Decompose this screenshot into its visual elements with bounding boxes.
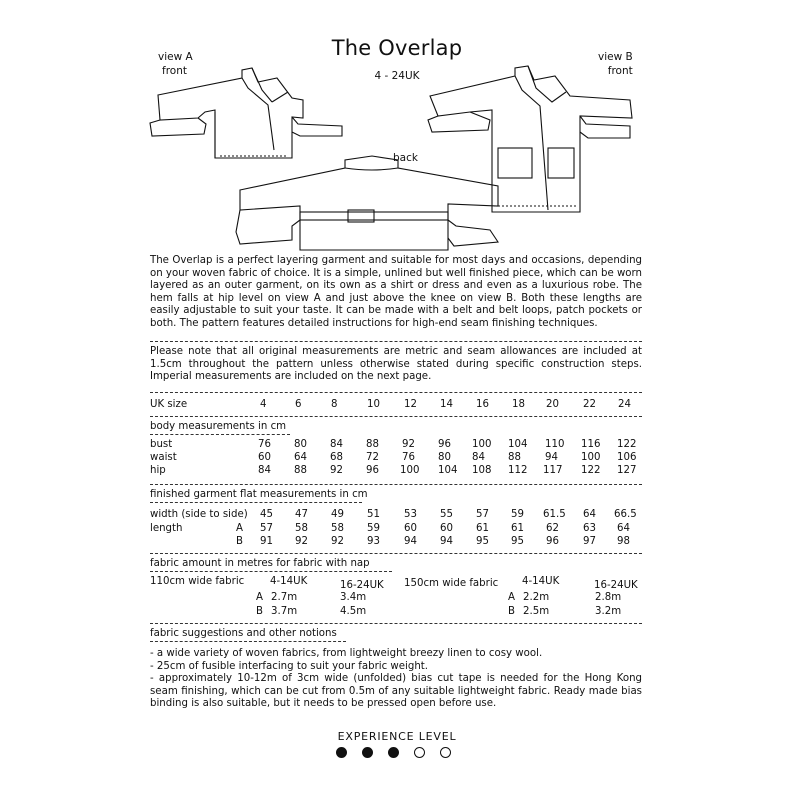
cell: 84 (330, 439, 343, 450)
heading-underline (150, 571, 392, 572)
cell: 66.5 (614, 509, 637, 520)
cell: 57 (476, 509, 489, 520)
cell: 104 (438, 465, 458, 476)
view-b-illustration (428, 66, 632, 212)
page-title: The Overlap (331, 36, 463, 60)
view-a-title: view A (158, 51, 193, 63)
cell: 98 (617, 536, 630, 547)
cell: 51 (367, 509, 380, 520)
cell: 92 (295, 536, 308, 547)
cell: 88 (366, 439, 379, 450)
cell: 92 (330, 465, 343, 476)
cell: 49 (331, 509, 344, 520)
cell: 2.2m (523, 592, 550, 603)
heading-underline (150, 434, 290, 435)
cell: 112 (508, 465, 528, 476)
col-header: 16-24UK (340, 580, 384, 591)
cell: 96 (438, 439, 451, 450)
empty-level-dot (440, 747, 451, 758)
size-cell: 8 (331, 399, 338, 410)
cell: 106 (617, 452, 637, 463)
cell: 122 (581, 465, 601, 476)
cell: 110 (545, 439, 565, 450)
fabric-amount-heading: fabric amount in metres for fabric with nap (150, 558, 370, 569)
cell: 61 (511, 522, 524, 534)
table-row (0, 509, 794, 523)
cell: 3.7m (271, 606, 298, 617)
size-cell: 22 (583, 399, 596, 410)
cell: 88 (508, 452, 521, 463)
cell: 64 (617, 522, 630, 534)
divider (150, 553, 642, 554)
cell: 80 (294, 439, 307, 450)
cell: 100 (400, 465, 420, 476)
cell: 100 (581, 452, 601, 463)
cell: 94 (545, 452, 558, 463)
view-b-front: front (607, 65, 633, 77)
table-row (0, 452, 794, 465)
cell: 95 (511, 536, 524, 547)
cell: 108 (472, 465, 492, 476)
view-label: B (256, 606, 263, 617)
measurement-note: Please note that all original measurements are metric and seam allowances are included at 1.5cm throughout the pattern unless otherwise stated during specific construction steps. Imperial measurements are included on the next page. (150, 346, 642, 383)
size-cell: 4 (260, 399, 267, 410)
list-item: - a wide variety of woven fabrics, from lightweight breezy linen to cosy wool. (150, 648, 543, 659)
col-header: 16-24UK (594, 580, 638, 591)
cell: 64 (583, 509, 596, 520)
cell: 76 (402, 452, 415, 463)
row-label: width (side to side) (150, 509, 248, 520)
view-a-illustration (150, 68, 342, 158)
cell: 58 (331, 522, 344, 534)
table-row (0, 523, 794, 537)
back-view-label: back (393, 152, 418, 164)
empty-level-dot (414, 747, 425, 758)
size-cell: 14 (440, 399, 453, 410)
cell: 93 (367, 536, 380, 547)
cell: 59 (367, 522, 380, 534)
cell: 60 (404, 522, 417, 534)
cell: 84 (258, 465, 271, 476)
description-paragraph: The Overlap is a perfect layering garment and suitable for most days and occasions, depending on your woven fabric of choice. It is a simple, unlined but well finished piece, which can be worn layered as an outer garment, on its own as a shirt or dress and even as a luxurious robe. The hem falls at hip level on view A and just above the knee on view B. Both these lengths are easily adjustable to suit your taste. It can be made with a belt and belt loops, patch pockets or both. The pattern features detailed instructions for high-end seam finishing techniques. (150, 255, 642, 329)
row-label: hip (150, 465, 166, 476)
cell: 84 (472, 452, 485, 463)
cell: 53 (404, 509, 417, 520)
cell: 59 (511, 509, 524, 520)
cell: 58 (295, 522, 308, 534)
row-label: waist (150, 452, 177, 463)
experience-level-label: EXPERIENCE LEVEL (337, 730, 457, 743)
cell: 57 (260, 522, 273, 534)
cell: 63 (583, 522, 596, 534)
view-label: A (256, 592, 263, 603)
divider (150, 341, 642, 342)
finished-measurements-heading: finished garment flat measurements in cm (150, 489, 368, 500)
cell: 92 (331, 536, 344, 547)
size-header-row (0, 399, 794, 413)
table-row (0, 465, 794, 478)
size-cell: 12 (404, 399, 417, 410)
cell: 62 (546, 522, 559, 534)
view-label: B (508, 606, 515, 617)
finished-table (0, 509, 794, 550)
cell: 117 (543, 465, 563, 476)
filled-level-dot (362, 747, 373, 758)
cell: 91 (260, 536, 273, 547)
divider (150, 416, 642, 417)
suggestions-list (150, 648, 642, 711)
cell: 100 (472, 439, 492, 450)
cell: 76 (258, 439, 271, 450)
cell: 47 (295, 509, 308, 520)
cell: 61 (476, 522, 489, 534)
table-row (0, 536, 794, 550)
cell: 2.8m (595, 592, 622, 603)
cell: 127 (617, 465, 637, 476)
cell: 95 (476, 536, 489, 547)
cell: 96 (366, 465, 379, 476)
fabric-amount-table (0, 576, 794, 621)
filled-level-dot (388, 747, 399, 758)
cell: 96 (546, 536, 559, 547)
cell: 64 (294, 452, 307, 463)
cell: 60 (258, 452, 271, 463)
heading-underline (150, 502, 362, 503)
cell: 104 (508, 439, 528, 450)
size-cell: 6 (295, 399, 302, 410)
divider (150, 623, 642, 624)
size-cell: 24 (618, 399, 631, 410)
cell: 4.5m (340, 606, 367, 617)
list-item: - approximately 10-12m of 3cm wide (unfolded) bias cut tape is needed for the Hong Kong seam finishing, which can be cut from 0.5m of any suitable lightweight fabric. Ready made bias binding is also suitable, but it needs to be pressed open before use. (150, 673, 642, 710)
body-measurements-heading: body measurements in cm (150, 421, 287, 432)
suggestions-heading: fabric suggestions and other notions (150, 628, 337, 639)
col-header: 4-14UK (270, 576, 308, 587)
cell: 60 (440, 522, 453, 534)
divider (150, 392, 642, 393)
size-cell: 16 (476, 399, 489, 410)
cell: 55 (440, 509, 453, 520)
cell: 92 (402, 439, 415, 450)
cell: 94 (404, 536, 417, 547)
size-cell: 20 (546, 399, 559, 410)
cell: 116 (581, 439, 601, 450)
cell: 88 (294, 465, 307, 476)
filled-level-dot (336, 747, 347, 758)
cell: 80 (438, 452, 451, 463)
row-label: length (150, 522, 183, 534)
cell: 61.5 (543, 509, 566, 520)
cell: 45 (260, 509, 273, 520)
cell: 3.2m (595, 606, 622, 617)
cell: 94 (440, 536, 453, 547)
view-b-title: view B (598, 51, 633, 63)
size-range: 4 - 24UK (374, 70, 420, 82)
row-label: bust (150, 439, 173, 450)
body-table (0, 439, 794, 478)
cell: 2.7m (271, 592, 298, 603)
row-sublabel: A (236, 522, 243, 534)
view-label: A (508, 592, 515, 603)
garment-illustrations (0, 0, 794, 260)
cell: 3.4m (340, 592, 367, 603)
cell: 2.5m (523, 606, 550, 617)
col-header: 4-14UK (522, 576, 560, 587)
fabric-150-label: 150cm wide fabric (404, 578, 499, 589)
list-item: - 25cm of fusible interfacing to suit your fabric weight. (150, 660, 429, 672)
cell: 72 (366, 452, 379, 463)
cell: 122 (617, 439, 637, 450)
size-cell: 18 (512, 399, 525, 410)
fabric-110-label: 110cm wide fabric (150, 576, 245, 587)
cell: 97 (583, 536, 596, 547)
view-a-front: front (162, 65, 187, 77)
cell: 68 (330, 452, 343, 463)
divider (150, 484, 642, 485)
size-cell: 10 (367, 399, 380, 410)
back-view-illustration (236, 156, 498, 250)
table-row (0, 439, 794, 452)
size-label: UK size (150, 399, 188, 410)
heading-underline (150, 641, 346, 642)
row-sublabel: B (236, 536, 243, 547)
